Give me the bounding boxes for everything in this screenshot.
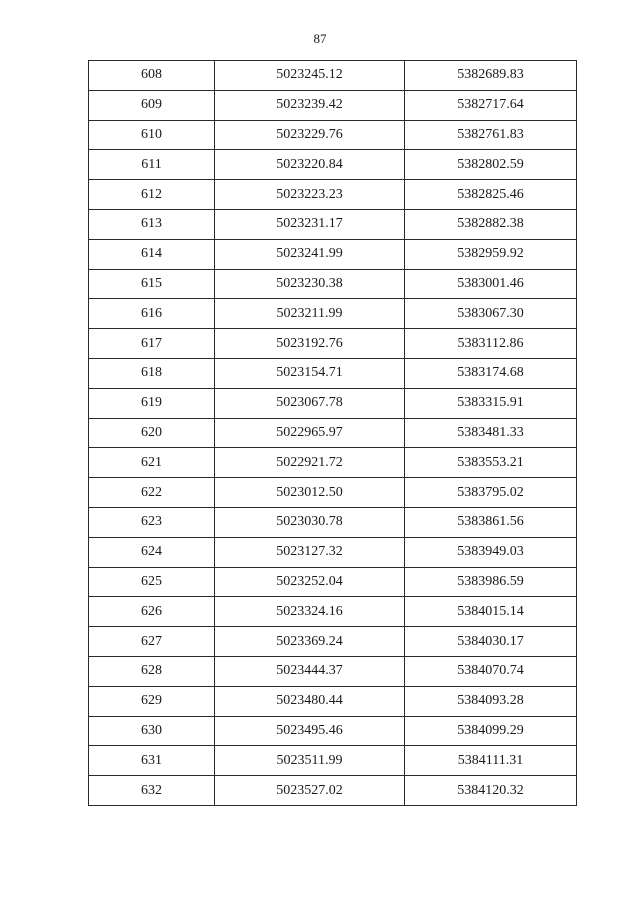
y-coordinate-cell: 5383481.33: [405, 418, 577, 448]
table-row: [89, 239, 577, 269]
x-coordinate-cell: 5023511.99: [215, 746, 405, 776]
table-row: [89, 329, 577, 359]
x-coordinate-cell: 5023239.42: [215, 90, 405, 120]
y-coordinate-cell: 5383795.02: [405, 478, 577, 508]
x-coordinate-cell: 5023369.24: [215, 627, 405, 657]
table-row: [89, 299, 577, 329]
x-coordinate-cell: 5023220.84: [215, 150, 405, 180]
y-coordinate-cell: 5384120.32: [405, 776, 577, 806]
x-coordinate-cell: 5023012.50: [215, 478, 405, 508]
table-row: [89, 180, 577, 210]
x-coordinate-cell: 5023192.76: [215, 329, 405, 359]
table-row: [89, 209, 577, 239]
y-coordinate-cell: 5384093.28: [405, 686, 577, 716]
table-row: [89, 776, 577, 806]
point-number-cell: 616: [89, 299, 215, 329]
y-coordinate-cell: 5382882.38: [405, 209, 577, 239]
y-coordinate-cell: 5384015.14: [405, 597, 577, 627]
y-coordinate-cell: 5384099.29: [405, 716, 577, 746]
y-coordinate-cell: 5383861.56: [405, 507, 577, 537]
point-number-cell: 625: [89, 567, 215, 597]
point-number-cell: 631: [89, 746, 215, 776]
x-coordinate-cell: 5023154.71: [215, 358, 405, 388]
x-coordinate-cell: 5023229.76: [215, 120, 405, 150]
x-coordinate-cell: 5023127.32: [215, 537, 405, 567]
x-coordinate-cell: 5023241.99: [215, 239, 405, 269]
table-row: [89, 448, 577, 478]
y-coordinate-cell: 5383067.30: [405, 299, 577, 329]
point-number-cell: 612: [89, 180, 215, 210]
x-coordinate-cell: 5022921.72: [215, 448, 405, 478]
point-number-cell: 622: [89, 478, 215, 508]
y-coordinate-cell: 5382717.64: [405, 90, 577, 120]
point-number-cell: 620: [89, 418, 215, 448]
table-row: [89, 656, 577, 686]
table-row: [89, 627, 577, 657]
y-coordinate-cell: 5382689.83: [405, 61, 577, 91]
point-number-cell: 617: [89, 329, 215, 359]
table-row: [89, 150, 577, 180]
x-coordinate-cell: 5023030.78: [215, 507, 405, 537]
y-coordinate-cell: 5382802.59: [405, 150, 577, 180]
point-number-cell: 610: [89, 120, 215, 150]
x-coordinate-cell: 5023231.17: [215, 209, 405, 239]
y-coordinate-cell: 5383112.86: [405, 329, 577, 359]
x-coordinate-cell: 5023211.99: [215, 299, 405, 329]
point-number-cell: 621: [89, 448, 215, 478]
y-coordinate-cell: 5384030.17: [405, 627, 577, 657]
x-coordinate-cell: 5022965.97: [215, 418, 405, 448]
table-row: [89, 358, 577, 388]
x-coordinate-cell: 5023230.38: [215, 269, 405, 299]
x-coordinate-cell: 5023495.46: [215, 716, 405, 746]
table-row: [89, 478, 577, 508]
point-number-cell: 628: [89, 656, 215, 686]
x-coordinate-cell: 5023245.12: [215, 61, 405, 91]
point-number-cell: 626: [89, 597, 215, 627]
x-coordinate-cell: 5023444.37: [215, 656, 405, 686]
table-row: [89, 61, 577, 91]
y-coordinate-cell: 5382761.83: [405, 120, 577, 150]
table-row: [89, 269, 577, 299]
y-coordinate-cell: 5382825.46: [405, 180, 577, 210]
point-number-cell: 624: [89, 537, 215, 567]
point-number-cell: 608: [89, 61, 215, 91]
y-coordinate-cell: 5383986.59: [405, 567, 577, 597]
point-number-cell: 614: [89, 239, 215, 269]
x-coordinate-cell: 5023527.02: [215, 776, 405, 806]
table-row: [89, 418, 577, 448]
table-row: [89, 567, 577, 597]
table-row: [89, 716, 577, 746]
point-number-cell: 611: [89, 150, 215, 180]
y-coordinate-cell: 5383174.68: [405, 358, 577, 388]
point-number-cell: 629: [89, 686, 215, 716]
point-number-cell: 630: [89, 716, 215, 746]
table-row: [89, 507, 577, 537]
x-coordinate-cell: 5023324.16: [215, 597, 405, 627]
y-coordinate-cell: 5382959.92: [405, 239, 577, 269]
y-coordinate-cell: 5383949.03: [405, 537, 577, 567]
table-body: [89, 61, 577, 806]
y-coordinate-cell: 5383315.91: [405, 388, 577, 418]
table-row: [89, 120, 577, 150]
table-row: [89, 90, 577, 120]
y-coordinate-cell: 5383553.21: [405, 448, 577, 478]
point-number-cell: 609: [89, 90, 215, 120]
point-number-cell: 613: [89, 209, 215, 239]
x-coordinate-cell: 5023223.23: [215, 180, 405, 210]
x-coordinate-cell: 5023480.44: [215, 686, 405, 716]
page-number: 87: [313, 31, 327, 46]
y-coordinate-cell: 5384111.31: [405, 746, 577, 776]
point-number-cell: 623: [89, 507, 215, 537]
table-row: [89, 537, 577, 567]
table-row: [89, 686, 577, 716]
x-coordinate-cell: 5023067.78: [215, 388, 405, 418]
point-number-cell: 618: [89, 358, 215, 388]
y-coordinate-cell: 5383001.46: [405, 269, 577, 299]
y-coordinate-cell: 5384070.74: [405, 656, 577, 686]
table-row: [89, 746, 577, 776]
point-number-cell: 619: [89, 388, 215, 418]
point-number-cell: 632: [89, 776, 215, 806]
point-number-cell: 627: [89, 627, 215, 657]
table-row: [89, 597, 577, 627]
coordinates-table: [88, 60, 577, 806]
x-coordinate-cell: 5023252.04: [215, 567, 405, 597]
point-number-cell: 615: [89, 269, 215, 299]
table-row: [89, 388, 577, 418]
